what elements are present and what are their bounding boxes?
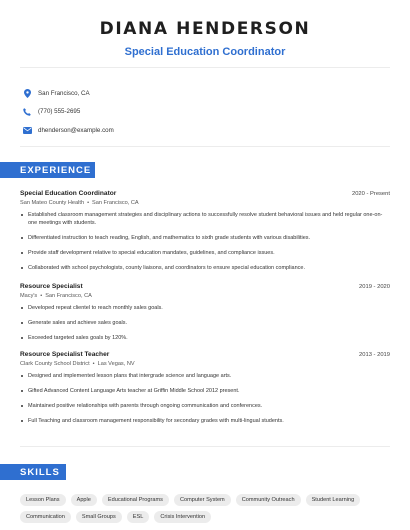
skill-chip: Educational Programs [102,494,169,506]
job-bullet: Exceeded targeted sales goals by 120%. [20,334,390,342]
map-pin-icon [22,88,32,98]
job-employer-line: Clark County School District • Las Vegas, NV [20,361,135,367]
contact-location [22,84,114,103]
skills-row [20,511,390,523]
job-employer-line: Macy's • San Francisco, CA [20,293,92,299]
job-bullet: Differentiated instruction to teach reading, English, and mathematics to sixth grade students with various disabilities. [20,234,390,242]
job-entry [20,351,390,432]
job-bullet: Developed repeat clientel to reach monthly sales goals. [20,304,390,312]
job-bullet: Established classroom management strategies and disciplinary actions to successfully resolve student behavioral issues and held regular one-on-one meetings with students. [20,211,390,227]
skill-chip: Community Outreach [236,494,301,506]
header-divider [20,67,390,68]
job-location: Las Vegas, NV [97,361,135,367]
job-bullets [20,372,390,425]
job-bullet: Designed and implemented lesson plans that intergrade science and language arts. [20,372,390,380]
contact-email [22,121,114,140]
job-title: Special Education Coordinator [20,190,117,197]
job-location: San Francisco, CA [45,293,92,299]
job-entry [20,283,390,349]
contact-block [22,84,114,140]
job-bullet: Full Teaching and classroom management responsibility for secondary grades with multi-lingual students. [20,417,390,425]
contact-phone [22,103,114,122]
skill-chip: Computer System [174,494,231,506]
job-employer: Macy's [20,293,38,299]
job-employer: San Mateo County Health [20,200,85,206]
job-bullet: Gifted Advanced Content Language Arts teacher at Griffin Middle School 2012 present. [20,387,390,395]
job-bullet: Collaborated with school psychologists, county liaisons, and coordinators to ensure special education compliance. [20,264,390,272]
job-employer-line: San Mateo County Health • San Francisco, CA [20,200,139,206]
skill-chip: Lesson Plans [20,494,66,506]
skills-row [20,494,390,506]
job-bullets [20,304,390,342]
experience-divider [20,446,390,447]
skill-chip: Apple [71,494,97,506]
contact-divider [20,146,390,147]
job-entry [20,190,390,279]
section-heading-skills: SKILLS [0,464,66,480]
job-bullets [20,211,390,272]
job-bullet: Provide staff development relative to special education mandates, guidelines, and compliance issues. [20,249,390,257]
contact-location-text: San Francisco, CA [38,89,90,97]
mail-icon [22,125,32,135]
candidate-title: Special Education Coordinator [124,46,286,58]
job-title: Resource Specialist [20,283,83,290]
contact-phone-text[interactable]: (770) 555-2695 [38,108,81,116]
resume-header [0,0,410,58]
contact-email-text[interactable]: dhenderson@example.com [38,126,114,134]
job-bullet: Generate sales and achieve sales goals. [20,319,390,327]
job-dates: 2020 - Present [351,191,390,197]
candidate-name: DIANA HENDERSON [99,19,311,39]
job-dates: 2013 - 2019 [359,352,390,358]
skill-chip: Student Learning [306,494,361,506]
skill-chip: Crisis Intervention [154,511,211,523]
skill-chip: ESL [127,511,150,523]
skill-chip: Small Groups [76,511,122,523]
skill-chip: Communication [20,511,71,523]
job-dates: 2019 - 2020 [359,284,390,290]
phone-icon [22,107,32,117]
section-heading-experience: EXPERIENCE [0,162,95,178]
job-location: San Francisco, CA [92,200,139,206]
skills-list [20,494,390,528]
job-title: Resource Specialist Teacher [20,351,110,358]
job-bullet: Maintained positive relationships with parents through ongoing communication and conferences. [20,402,390,410]
job-employer: Clark County School District [20,361,90,367]
